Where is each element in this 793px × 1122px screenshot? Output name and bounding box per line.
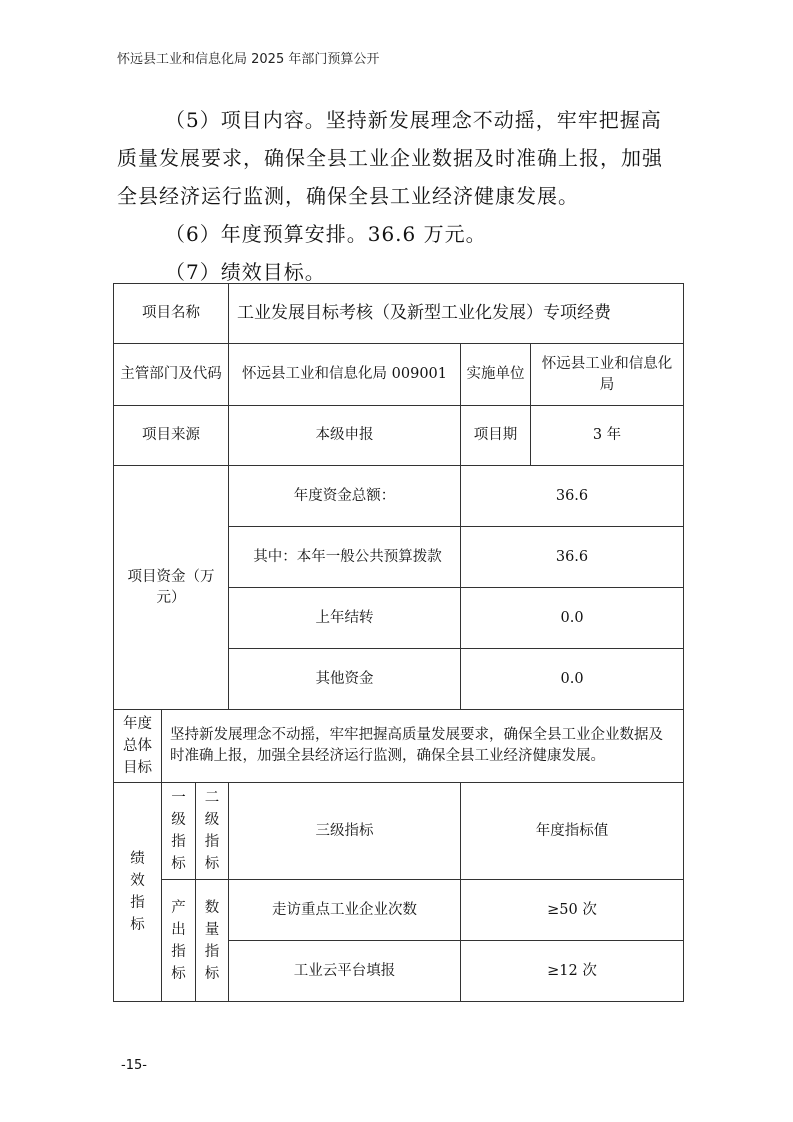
- project-name-value: 工业发展目标考核（及新型工业化发展）专项经费: [229, 284, 684, 344]
- dept-label: 主管部门及代码: [114, 344, 229, 406]
- table-row: [114, 344, 684, 406]
- funds-label: 项目资金（万元）: [114, 466, 229, 710]
- performance-table: [113, 283, 684, 1002]
- funds-row-value: 36.6: [461, 527, 684, 588]
- table-row: [114, 783, 684, 880]
- table-row: [114, 406, 684, 466]
- col-level3-header: 三级指标: [229, 783, 461, 880]
- page-number: -15-: [121, 1058, 147, 1073]
- impl-unit-value: 怀远县工业和信息化局: [531, 344, 684, 406]
- period-label: 项目期: [461, 406, 531, 466]
- dept-value: 怀远县工业和信息化局 009001: [229, 344, 461, 406]
- table-row: [114, 284, 684, 344]
- indicator-value: ≥50 次: [461, 880, 684, 941]
- funds-row-value: 0.0: [461, 588, 684, 649]
- col-level1-header: 一级指标: [162, 783, 196, 880]
- perf-indicators-label: 绩效指标: [114, 783, 162, 1002]
- source-label: 项目来源: [114, 406, 229, 466]
- indicator-name: 工业云平台填报: [229, 941, 461, 1002]
- funds-row-value: 36.6: [461, 466, 684, 527]
- table-row: [114, 710, 684, 783]
- table-row: [114, 466, 684, 527]
- paragraph-annual-budget: （6）年度预算安排。36.6 万元。: [165, 222, 487, 246]
- funds-row-label: 年度资金总额：: [229, 466, 461, 527]
- indicator-value: ≥12 次: [461, 941, 684, 1002]
- annual-goal-text: 坚持新发展理念不动摇，牢牢把握高质量发展要求，确保全县工业企业数据及时准确上报，加强全县经济运行监测，确保全县工业经济健康发展。: [162, 710, 684, 783]
- impl-unit-label: 实施单位: [461, 344, 531, 406]
- funds-row-label: 上年结转: [229, 588, 461, 649]
- page-header: 怀远县工业和信息化局 2025 年部门预算公开: [117, 52, 380, 67]
- funds-row-label: 其他资金: [229, 649, 461, 710]
- annual-goal-label: 年度总体目标: [114, 710, 162, 783]
- paragraph-performance-goal: （7）绩效目标。: [165, 260, 326, 284]
- body-text: [117, 101, 672, 291]
- source-value: 本级申报: [229, 406, 461, 466]
- col-value-header: 年度指标值: [461, 783, 684, 880]
- funds-row-label: 其中：本年一般公共预算拨款: [229, 527, 461, 588]
- indicator-name: 走访重点工业企业次数: [229, 880, 461, 941]
- col-level2-header: 二级指标: [196, 783, 229, 880]
- project-name-label: 项目名称: [114, 284, 229, 344]
- level1-output: 产出指标: [162, 880, 196, 1002]
- paragraph-project-content: （5）项目内容。坚持新发展理念不动摇，牢牢把握高质量发展要求，确保全县工业企业数据及时准确上报，加强全县经济运行监测，确保全县工业经济健康发展。: [117, 108, 663, 208]
- level2-quantity: 数量指标: [196, 880, 229, 1002]
- funds-row-value: 0.0: [461, 649, 684, 710]
- table-row: [114, 880, 684, 941]
- period-value: 3 年: [531, 406, 684, 466]
